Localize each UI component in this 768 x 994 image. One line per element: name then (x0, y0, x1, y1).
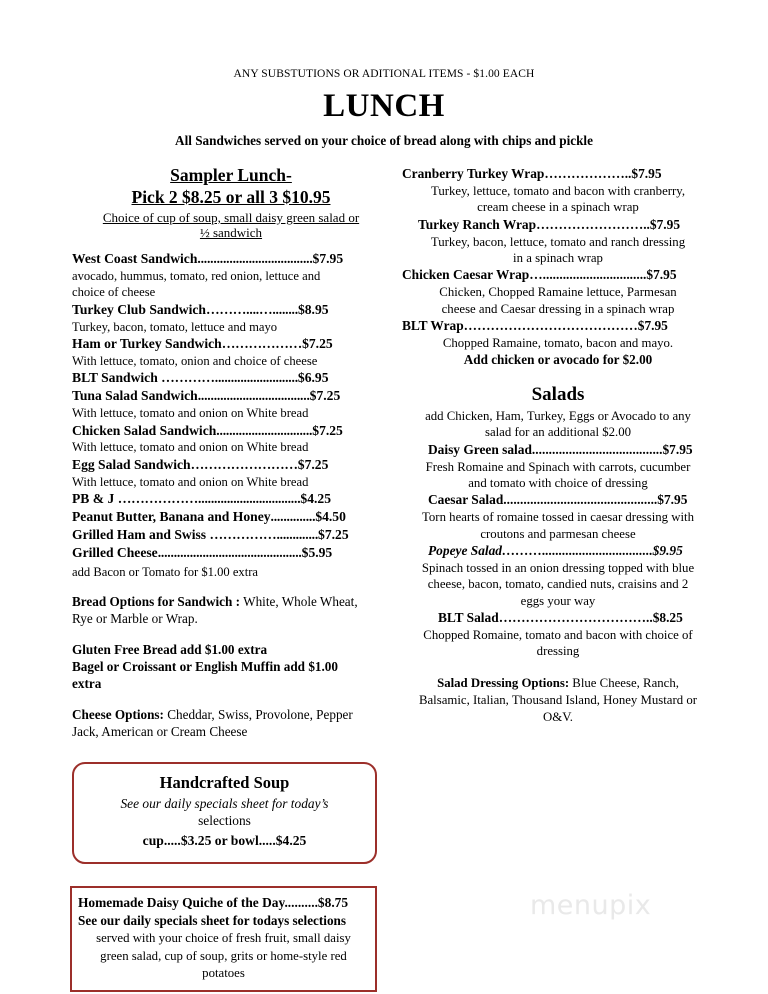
item-description-line: Turkey, bacon, lettuce, tomato and ranch dressing (430, 234, 686, 249)
bread-options-values-line2: Rye or Marble or Wrap. (72, 611, 198, 627)
item-description-line: Spinach tossed in an onion dressing topped with blue (421, 560, 695, 575)
item-dots: .................................... (197, 251, 313, 267)
sampler-sub-line1: Choice of cup of soup, small daisy green salad or (102, 209, 360, 225)
item-description-line: Chopped Romaine, tomato and bacon with choice of (423, 627, 693, 642)
menu-columns (0, 165, 768, 740)
menu-item (72, 544, 390, 562)
item-name: Chicken Salad Sandwich (72, 422, 217, 438)
item-description-line: cheese, bacon, tomato, candied nuts, craisins and 2 (427, 577, 689, 592)
item-dots: ………………………………… (463, 317, 638, 333)
menu-header (0, 0, 768, 148)
item-description-line: With lettuce, tomato, onion and choice of cheese (72, 353, 318, 368)
item-description-line: in a spinach wrap (513, 250, 603, 265)
bread-options-label: Bread Options for Sandwich : (72, 594, 241, 610)
item-description-line: With lettuce, tomato and onion on White bread (72, 440, 309, 455)
item-description-line: Chopped Ramaine, tomato, bacon and mayo. (442, 335, 674, 350)
cheese-options (72, 706, 390, 740)
item-dots: ................................... (197, 388, 310, 404)
right-column (402, 165, 714, 725)
item-price: $7.95 (637, 317, 668, 333)
item-name: West Coast Sandwich (72, 251, 198, 267)
sandwich-list (72, 250, 390, 562)
item-dots: ………….......................... (161, 370, 298, 386)
page-title: LUNCH (323, 87, 445, 124)
quiche-dots: .......... (284, 895, 318, 911)
quiche-box (70, 886, 377, 991)
item-price: $7.25 (309, 388, 341, 404)
item-name: Caesar Salad (428, 492, 504, 508)
item-price: $7.95 (646, 267, 677, 283)
menu-item (402, 266, 714, 317)
quiche-name: Homemade Daisy Quiche of the Day (78, 895, 285, 911)
item-description-line: eggs your way (520, 593, 596, 608)
item-name: BLT Salad (438, 609, 499, 625)
menu-item (402, 609, 714, 660)
sampler-heading-line1: Sampler Lunch- (170, 165, 292, 186)
cheese-options-values: Cheddar, Swiss, Provolone, Pepper (163, 706, 353, 722)
salad-dressing-label: Salad Dressing Options: (437, 676, 570, 691)
menu-item (72, 335, 390, 369)
soup-box-selections: selections (198, 812, 251, 828)
menu-item (72, 526, 390, 544)
substitution-note: ANY SUBSTUTIONS OR ADITIONAL ITEMS - $1.00 EACH (233, 68, 535, 80)
item-description-line: dressing (536, 644, 580, 659)
wraps-list (402, 165, 714, 368)
item-name: BLT Wrap (402, 317, 464, 333)
item-price: $7.25 (297, 456, 329, 472)
item-name: Tuna Salad Sandwich (72, 388, 198, 404)
soup-box-specials-note: See our daily specials sheet for today’s (120, 795, 329, 811)
salads-list (402, 441, 714, 660)
soup-box-title: Handcrafted Soup (159, 773, 290, 793)
item-name: Popeye Salad (428, 542, 503, 558)
bread-options-values: White, Whole Wheat, (240, 594, 358, 610)
item-dots: ………....…........ (205, 301, 298, 317)
item-price: $5.95 (301, 544, 333, 560)
item-name: Cranberry Turkey Wrap (402, 166, 545, 182)
item-description-line: Fresh Romaine and Spinach with carrots, cucumber (425, 459, 691, 474)
gluten-free-note (72, 641, 390, 693)
menu-item (72, 387, 390, 421)
cheese-options-label: Cheese Options: (72, 706, 164, 722)
item-price: $7.95 (312, 251, 344, 267)
sampler-sub-line2: ½ sandwich (199, 225, 263, 241)
salads-addon-line2: salad for an additional $2.00 (484, 425, 632, 440)
menu-item (402, 542, 714, 609)
sampler-heading-line2: Pick 2 $8.25 or all 3 $10.95 (131, 186, 331, 207)
item-dots: ....................................... (531, 441, 663, 457)
quiche-description-line: potatoes (202, 966, 245, 981)
sandwich-tagline: All Sandwiches served on your choice of bread along with chips and pickle (175, 132, 593, 148)
item-name: Turkey Ranch Wrap (418, 216, 537, 232)
salad-dressing-values: Blue Cheese, Ranch, (569, 676, 679, 691)
menu-item (402, 441, 714, 492)
menu-item (72, 508, 390, 526)
bread-options (72, 593, 390, 627)
left-column (72, 165, 390, 740)
item-dots: ……………….. (544, 166, 632, 182)
item-price: $7.95 (657, 492, 688, 508)
item-description-line: and tomato with choice of dressing (468, 476, 648, 490)
cheese-options-values-line2: Jack, American or Cream Cheese (72, 723, 248, 739)
item-description-line: With lettuce, tomato and onion on White bread (72, 406, 309, 421)
item-price: $8.95 (297, 301, 329, 317)
item-dots: …………………… (190, 456, 298, 472)
item-price: $7.25 (302, 335, 333, 351)
quiche-price: $8.75 (317, 895, 349, 911)
salad-dressing-values-line3: O&V. (543, 709, 573, 724)
item-description-line: With lettuce, tomato and onion on White bread (72, 474, 309, 489)
item-description-line: cream cheese in a spinach wrap (477, 200, 639, 215)
item-description-line: Torn hearts of romaine tossed in caesar dressing with (421, 510, 695, 525)
item-name: Peanut Butter, Banana and Honey (72, 509, 271, 525)
item-name: Grilled Ham and Swiss (72, 526, 210, 542)
item-dots: .............. (270, 509, 316, 525)
item-name: BLT Sandwich (72, 370, 162, 386)
item-dots: ………................................. (502, 542, 653, 558)
menu-item (72, 301, 390, 335)
item-price: $4.50 (315, 509, 346, 525)
item-name: Chicken Caesar Wrap (402, 267, 530, 283)
bagel-line1: Bagel or Croissant or English Muffin add $1.00 (72, 658, 338, 674)
menu-item (402, 216, 714, 267)
bagel-line2: extra (72, 676, 102, 692)
item-price: $7.25 (318, 526, 349, 542)
item-price: $8.25 (652, 609, 683, 625)
item-description-line: choice of cheese (72, 285, 156, 300)
quiche-specials-note: See our daily specials sheet for todays selections (78, 912, 347, 928)
menu-item (402, 317, 714, 351)
menupix-watermark: menupix (530, 890, 652, 921)
item-dots: ………………................................ (117, 491, 301, 507)
item-dots: ............................................. (157, 544, 302, 560)
item-dots: ……………............. (209, 526, 319, 542)
item-dots: ……………… (221, 335, 303, 351)
menu-item (72, 456, 390, 490)
menu-item (72, 250, 390, 301)
menu-item (402, 165, 714, 216)
item-price: $7.95 (631, 166, 662, 182)
salad-dressing-values-line2: Balsamic, Italian, Thousand Island, Honey Mustard or (418, 693, 698, 708)
item-price: $7.95 (662, 441, 693, 457)
item-name: Daisy Green salad (428, 441, 532, 457)
item-dots: …............................... (529, 267, 647, 283)
menu-item (72, 490, 390, 508)
item-price: $9.95 (652, 542, 683, 558)
item-price: $7.95 (649, 216, 681, 232)
add-bacon-note: add Bacon or Tomato for $1.00 extra (72, 564, 258, 579)
sampler-subtext (72, 210, 390, 241)
salads-addon-line1: add Chicken, Ham, Turkey, Eggs or Avocado to any (425, 409, 691, 424)
item-dots: …………………….. (536, 216, 650, 232)
salads-section-title: Salads (531, 384, 585, 406)
item-dots: .............................. (216, 422, 313, 438)
item-price: $6.95 (297, 370, 329, 386)
menu-item (72, 369, 390, 387)
item-description-line: Chicken, Chopped Ramaine lettuce, Parmesan (439, 285, 677, 300)
gluten-free-line: Gluten Free Bread add $1.00 extra (72, 641, 268, 657)
item-name: Egg Salad Sandwich (72, 456, 191, 472)
salad-dressing-options (402, 675, 714, 725)
item-name: Turkey Club Sandwich (72, 301, 206, 317)
item-price: $4.25 (300, 491, 331, 507)
item-price: $7.25 (312, 422, 343, 438)
item-description-line: avocado, hummus, tomato, red onion, lettuce and (72, 268, 321, 283)
item-description-line: Turkey, lettuce, tomato and bacon with cranberry, (430, 183, 686, 198)
item-name: Ham or Turkey Sandwich (72, 335, 222, 351)
handcrafted-soup-box (72, 762, 377, 864)
item-description-line: croutons and parmesan cheese (480, 526, 636, 541)
menu-item (402, 491, 714, 542)
menu-item (72, 422, 390, 456)
item-dots: …………………………….. (498, 609, 653, 625)
sampler-heading (72, 165, 390, 208)
item-dots: .............................................. (503, 492, 658, 508)
soup-box-price: cup.....$3.25 or bowl.....$4.25 (142, 833, 307, 849)
item-description-line: cheese and Caesar dressing in a spinach wrap (441, 301, 675, 316)
item-name: Grilled Cheese (72, 544, 158, 560)
wrap-addon-note: Add chicken or avocado for $2.00 (463, 352, 653, 368)
quiche-description-line: green salad, cup of soup, grits or home-style red (100, 948, 347, 963)
item-name: PB & J (72, 491, 118, 507)
quiche-description-line: served with your choice of fresh fruit, small daisy (96, 930, 351, 945)
salads-addon-note (402, 408, 714, 441)
item-description-line: Turkey, bacon, tomato, lettuce and mayo (72, 319, 278, 334)
